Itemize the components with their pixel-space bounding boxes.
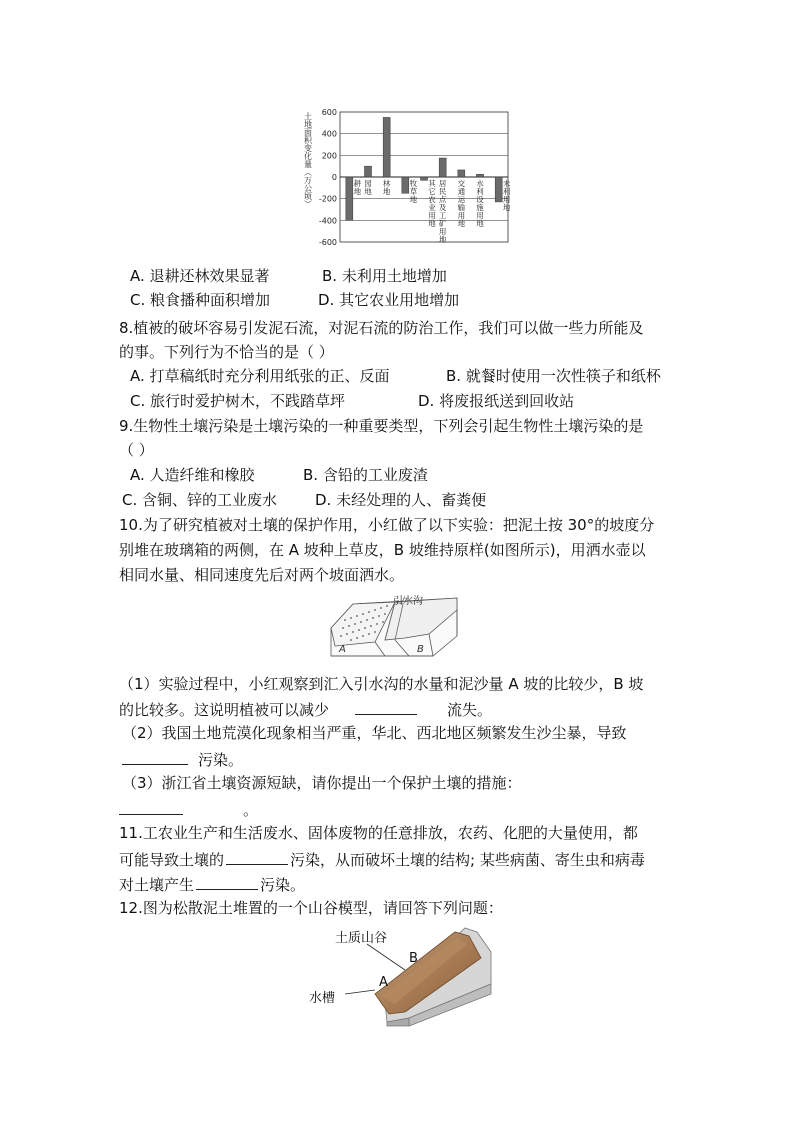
valley-label: 土质山谷 [335,931,388,946]
q8-option-a: A. 打草稿纸时充分利用纸张的正、反面 [130,367,390,385]
slope-b-label: B [417,644,424,655]
category-label: 交通运输用地 [457,179,466,228]
q10-part2-tail: 污染。 [198,751,244,769]
category-label: 园地 [364,179,372,196]
y-tick-label: 200 [321,151,337,161]
q11-blank1[interactable] [226,848,288,865]
q10-part2-line1: （2）我国土地荒漠化现象相当严重，华北、西北地区频繁发生沙尘暴，导致 [122,724,627,742]
y-axis-label: 土地面积变化量（万公顷） [303,112,313,208]
q11-line2-tail: 污染，从而破坏土壤的结构; 某些病菌、寄生虫和病毒 [290,851,645,869]
bar [439,158,446,177]
q10-part3-line2 [119,798,258,820]
q8-option-d: D. 将废报纸送到回收站 [418,392,575,410]
bar [383,117,390,177]
q10-stem-line3: 相同水量、相同速度先后对两个坡面洒水。 [119,566,405,584]
y-tick-label: 400 [321,129,337,139]
bar [365,166,372,177]
q10-part1-text: 的比较多。这说明植被可以减少 [119,701,330,719]
q8-stem-line1: 8.植被的破坏容易引发泥石流，对泥石流的防治工作，我们可以做一些力所能及 [119,319,644,337]
q10-part3-tail: 。 [243,801,259,819]
q10-part1-line2 [119,698,492,720]
q7-option-b: B. 未利用土地增加 [322,267,447,285]
q9-stem-line2: （ ） [119,441,154,459]
y-tick-label: -200 [318,194,337,204]
q9-option-c: C. 含铜、锌的工业废水 [122,491,278,509]
q11-line2-text: 可能导致土壤的 [119,851,225,869]
q11-line2 [119,848,645,870]
q10-part3-blank[interactable] [119,798,183,815]
q10-part1-tail: 流失。 [447,701,493,719]
q9-option-d: D. 未经处理的人、畜粪便 [315,491,487,509]
valley-model-figure [305,922,505,1027]
land-change-chart [300,102,515,252]
bar [458,170,465,177]
q11-line1: 11.工农业生产和生活废水、固体废物的任意排放，农药、化肥的大量使用，都 [119,824,638,842]
bar [421,177,428,180]
category-label: 居民点及工矿用地 [438,179,447,244]
y-tick-label: -600 [318,238,337,247]
slope-experiment-figure [325,590,465,662]
category-label: 牧草地 [409,179,418,204]
q7-option-a: A. 退耕还林效果显著 [130,267,270,285]
q10-part2-line2 [122,748,243,770]
category-label: 未利用地 [502,179,511,212]
point-a-label: A [379,975,388,990]
q8-stem-line2: 的事。下列行为不恰当的是（ ） [119,343,334,361]
q9-stem-line1: 9.生物性土壤污染是土壤污染的一种重要类型，下列会引起生物性土壤污染的是 [119,417,644,435]
q8-option-c: C. 旅行时爱护树木，不践踏草坪 [130,392,346,410]
bar [346,177,353,220]
q11-line3-tail: 污染。 [260,876,306,894]
y-tick-label: -400 [318,216,337,226]
q9-option-b: B. 含铅的工业废渣 [303,466,428,484]
category-label: 耕地 [353,179,362,196]
category-label: 林地 [382,179,391,196]
category-label: 水利设施用地 [476,179,484,228]
q10-stem-line2: 别堆在玻璃箱的两侧，在 A 坡种上草皮，B 坡维持原样(如图所示)，用洒水壶以 [119,541,646,559]
q10-stem-line1: 10.为了研究植被对土壤的保护作用，小红做了以下实验：把泥土按 30°的坡度分 [119,516,655,534]
bar [477,174,484,177]
q8-option-b: B. 就餐时使用一次性筷子和纸杯 [446,367,661,385]
q9-option-a: A. 人造纤维和橡胶 [130,466,255,484]
slope-a-label: A [339,644,346,655]
q10-part2-blank[interactable] [122,748,188,765]
bar [495,177,502,202]
point-b-label: B [409,951,418,966]
q11-blank2[interactable] [196,873,258,890]
q12-stem: 12.图为松散泥土堆置的一个山谷模型，请回答下列问题： [119,899,503,917]
q7-option-c: C. 粮食播种面积增加 [130,291,271,309]
category-label: 其它农业用地 [428,179,436,228]
trough-label: 水槽 [309,991,336,1006]
channel-label: 引水沟 [393,596,423,607]
q10-part3-line1: （3）浙江省土壤资源短缺，请你提出一个保护土壤的措施： [122,774,522,792]
q10-part1-line1: （1）实验过程中，小红观察到汇入引水沟的水量和泥沙量 A 坡的比较少，B 坡 [119,675,644,693]
q7-option-d: D. 其它农业用地增加 [318,291,460,309]
q11-line3 [119,873,305,895]
y-tick-label: 600 [321,108,337,117]
y-tick-label: 0 [331,173,337,182]
bar [402,177,409,193]
q10-part1-blank[interactable] [355,698,417,715]
q11-line3-text: 对土壤产生 [119,876,195,894]
